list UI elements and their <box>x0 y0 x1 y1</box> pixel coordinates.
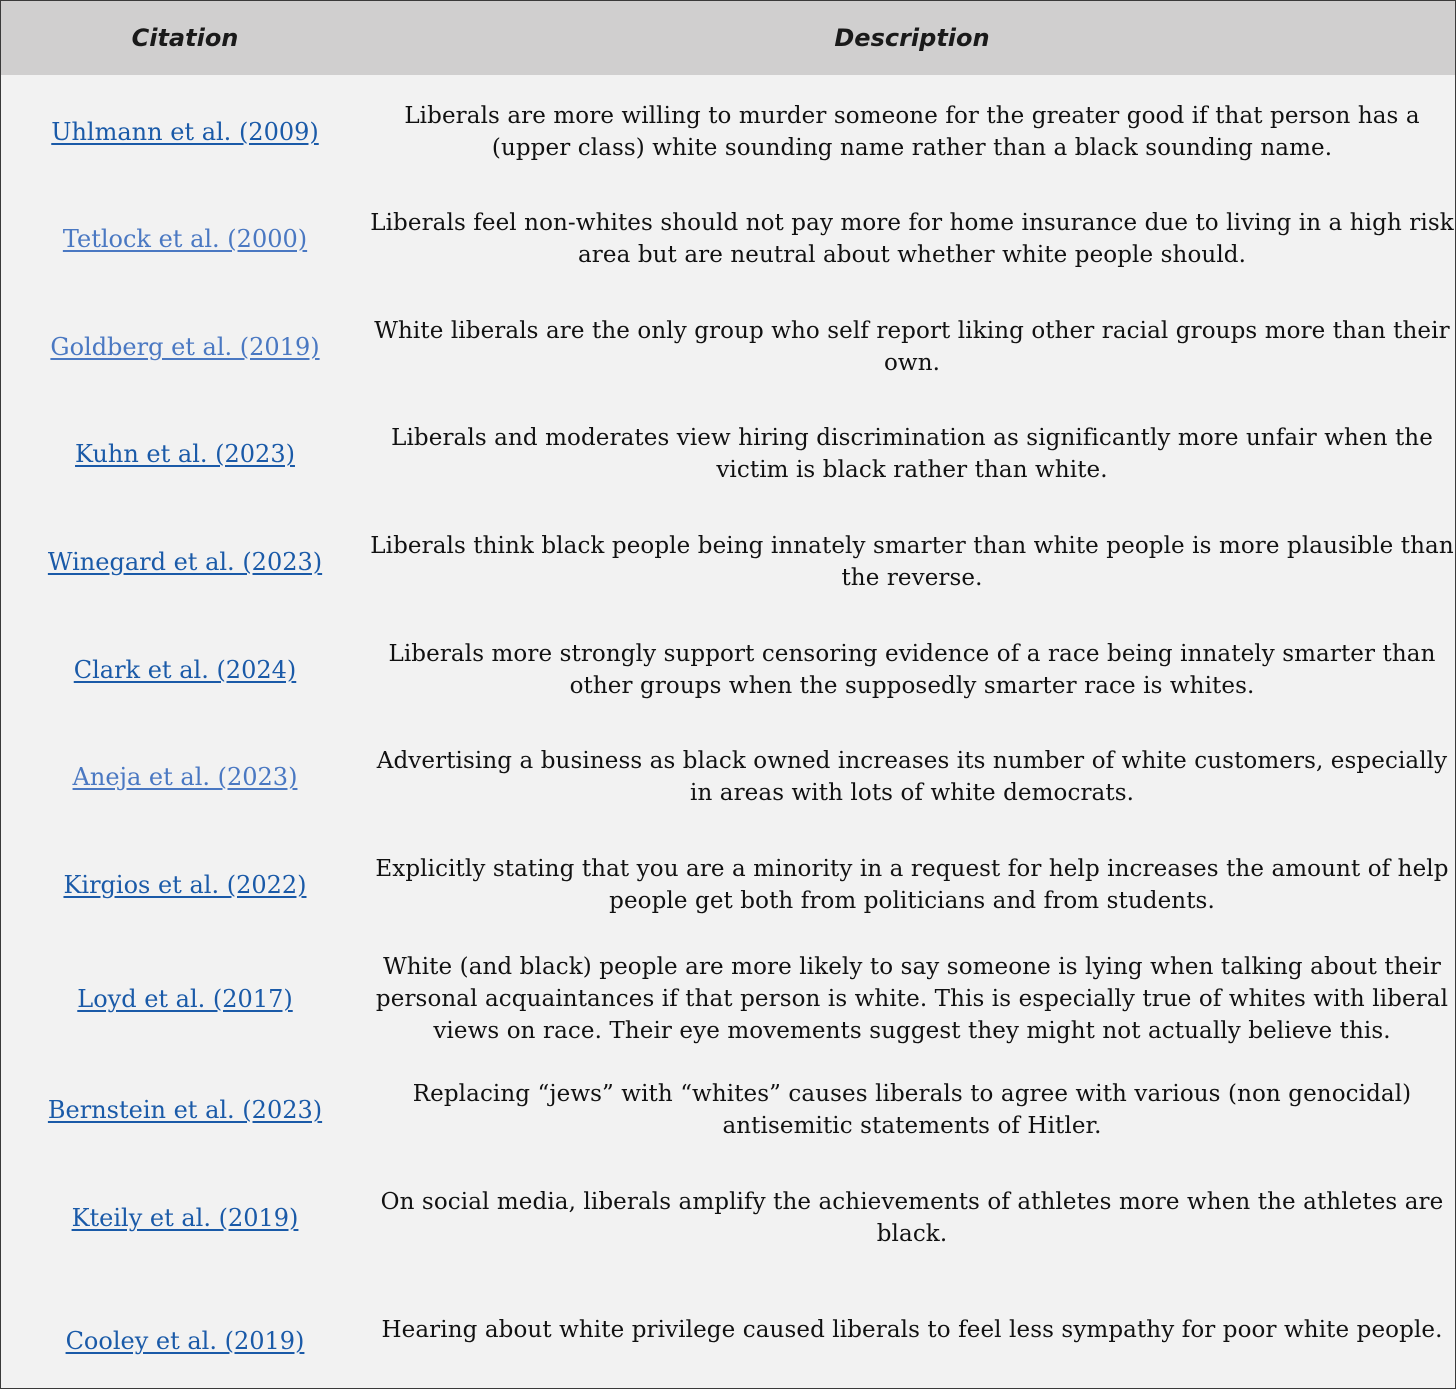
citation-link[interactable]: Bernstein et al. (2023) <box>47 1096 323 1124</box>
table-row <box>1 951 1455 1047</box>
citation-link[interactable]: Aneja et al. (2023) <box>72 763 298 791</box>
table-row <box>1 843 1455 927</box>
table-header <box>1 1 1455 75</box>
table-row <box>1 628 1455 712</box>
citation-cell <box>1 763 369 791</box>
citation-cell <box>1 985 369 1013</box>
description-cell: Liberals think black people being innately smarter than white people is more plausible than the reverse. <box>370 533 1454 591</box>
citation-cell <box>1 1305 369 1355</box>
description-cell: On social media, liberals amplify the achievements of athletes more when the athletes are black. <box>380 1189 1444 1247</box>
citation-cell <box>1 871 369 899</box>
citation-link[interactable]: Clark et al. (2024) <box>73 656 297 684</box>
table-row <box>1 1280 1455 1380</box>
description-cell: Hearing about white privilege caused liberals to feel less sympathy for poor white people. <box>381 1317 1443 1343</box>
citation-link[interactable]: Goldberg et al. (2019) <box>50 333 320 361</box>
table-row <box>1 197 1455 281</box>
citation-link[interactable]: Kirgios et al. (2022) <box>63 871 307 899</box>
table-row <box>1 1176 1455 1260</box>
table-row <box>1 1068 1455 1152</box>
citation-cell <box>1 225 369 253</box>
citation-link[interactable]: Winegard et al. (2023) <box>47 548 323 576</box>
citation-cell <box>1 656 369 684</box>
citation-link[interactable]: Kuhn et al. (2023) <box>75 440 295 468</box>
table-row <box>1 520 1455 604</box>
description-cell: Liberals are more willing to murder someone for the greater good if that person has a (upper class) white sounding name rather than a black sounding name. <box>404 103 1420 161</box>
citation-cell <box>1 1204 369 1232</box>
description-cell: Liberals more strongly support censoring evidence of a race being innately smarter than other groups when the supposedly smarter race is whites. <box>388 641 1436 699</box>
citation-cell <box>1 548 369 576</box>
citation-cell <box>1 1096 369 1124</box>
table-row <box>1 90 1455 174</box>
table-row <box>1 735 1455 819</box>
description-cell: Advertising a business as black owned increases its number of white customers, especially in areas with lots of white democrats. <box>376 748 1448 806</box>
citation-cell <box>1 118 369 146</box>
citation-cell <box>1 333 369 361</box>
description-cell: Replacing “jews” with “whites” causes liberals to agree with various (non genocidal) antisemitic statements of Hitler. <box>412 1081 1412 1139</box>
description-cell: Liberals feel non-whites should not pay more for home insurance due to living in a high risk area but are neutral about whether white people should. <box>370 210 1454 268</box>
description-cell: Liberals and moderates view hiring discrimination as significantly more unfair when the victim is black rather than white. <box>391 425 1433 483</box>
description-cell: Explicitly stating that you are a minority in a request for help increases the amount of help people get both from politicians and from students. <box>375 856 1449 914</box>
citation-link[interactable]: Tetlock et al. (2000) <box>62 225 308 253</box>
description-cell: White liberals are the only group who self report liking other racial groups more than their own. <box>374 318 1450 376</box>
citation-link[interactable]: Cooley et al. (2019) <box>65 1327 305 1355</box>
citation-link[interactable]: Uhlmann et al. (2009) <box>51 118 319 146</box>
description-cell: White (and black) people are more likely to say someone is lying when talking about their personal acquaintances if that person is white. This is especially true of whites with liberal views on race. Their eye movements suggest they might not actually believe this. <box>375 954 1449 1044</box>
citation-link[interactable]: Loyd et al. (2017) <box>77 985 293 1013</box>
table-row <box>1 412 1455 496</box>
header-description: Description <box>834 24 990 52</box>
header-citation: Citation <box>131 24 239 52</box>
citation-cell <box>1 440 369 468</box>
table-row <box>1 305 1455 389</box>
citation-link[interactable]: Kteily et al. (2019) <box>71 1204 299 1232</box>
